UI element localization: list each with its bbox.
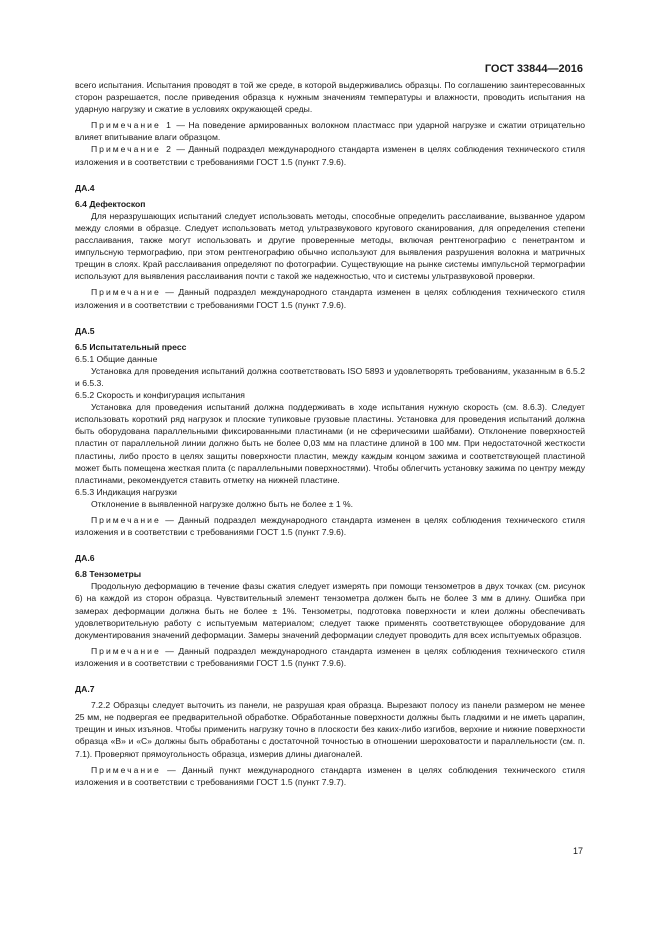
- section-title-6-8: 6.8 Тензометры: [75, 569, 142, 580]
- note-1: [75, 119, 585, 143]
- intro-paragraph: всего испытания. Испытания проводят в той же среде, в которой выдерживались образцы. По соглашению заинтересованных сторон разрешается, после приведения образца к нужным значениям температуры и влажности, проводить испытания на ударную нагрузку и сжатие в условиях окружающей среды.: [75, 80, 585, 115]
- section-title-6-5: 6.5 Испытательный пресс: [75, 341, 187, 352]
- heading-da7: ДА.7: [75, 684, 95, 695]
- heading-da6: ДА.6: [75, 553, 95, 564]
- note-text: — Данный пункт международного стандарта изменен в целях соблюдения технического стиля изложения и в соответствии с требованиями ГОСТ 1.5 (пункт 7.9.7).: [75, 764, 585, 787]
- document-body: [75, 79, 585, 788]
- note-text: — Данный подраздел международного стандарта изменен в целях соблюдения технического стиля изложения и в соответствии с требованиями ГОСТ 1.5 (пункт 7.9.6).: [75, 515, 585, 538]
- note-da5: [75, 514, 585, 538]
- note-label: Примечание: [91, 764, 161, 775]
- page-number: 17: [572, 846, 583, 856]
- note-label: Примечание: [91, 287, 161, 298]
- note-label: Примечание: [91, 645, 161, 656]
- note-da7: [75, 764, 585, 788]
- subsection-title-6-5-1: 6.5.1 Общие данные: [75, 353, 158, 364]
- note-text: — На поведение армированных волокном пластмасс при ударной нагрузке и сжатии отрицательно влияет впитывание влаги образцом.: [75, 120, 585, 143]
- subsection-title-6-5-2: 6.5.2 Скорость и конфигурация испытания: [75, 390, 245, 401]
- note-text: — Данный подраздел международного стандарта изменен в целях соблюдения технического стиля изложения и в соответствии с требованиями ГОСТ 1.5 (пункт 7.9.6).: [75, 144, 585, 167]
- note-label: Примечание: [91, 515, 161, 525]
- document-id: ГОСТ 33844—2016: [484, 63, 583, 75]
- heading-da4: ДА.4: [75, 182, 95, 193]
- section-body-6-8: Продольную деформацию в течение фазы сжатия следует измерять при помощи тензометров в двух точках (см. рисунок 6) на каждой из сторон образца. Чувствительный элемент тензометра должен быть не более 3 мм в длину. Ошибка при замерах деформации должна быть не более ± 1%. Тензометры, подготовка поверхности и клеи должны обеспечивать удовлетворительную работу с испытуемым материалом; следует также применять соответствующее оборудование для документирования значений деформации. Замеры значений деформации следует проводить для всех испытуемых образцов.: [75, 581, 585, 640]
- note-label: Примечание 1: [91, 120, 173, 131]
- section-body-7-2-2: 7.2.2 Образцы следует выточить из панели, не разрушая края образца. Вырезают полосу из панели размером не менее 25 мм, не подвергая ее предварительной обработке. Обработанные поверхности должны быть гладкими и не иметь царапин, трещин и иных изъянов. Чтобы применить нагрузку точно в плоскости без каких-либо изгибов, верхние и нижние поверхности образца «В» и «С» должны быть обработаны с достаточной точностью в отношении шероховатости и параллельности (см. п. 7.1). Проверяют прямоугольность образца, измерив длины диагоналей.: [75, 700, 585, 759]
- note-text: — Данный подраздел международного стандарта изменен в целях соблюдения технического стиля изложения и в соответствии с требованиями ГОСТ 1.5 (пункт 7.9.6).: [75, 287, 585, 310]
- subsection-body-6-5-2: Установка для проведения испытаний должна поддерживать в ходе испытания нужную скорость (см. 8.6.3). Следует использовать короткий ряд нагрузок и плоские тупиковые грузовые пластины. Установка для проведения испытаний должна быть оборудована параллельными фиксированными пластинами (и не сферическими шайбами). Отклонение поверхностей пластин от параллельной линии должно быть не более 0,03 мм на пластине длиной в 100 мм. При недостаточной жесткости пластины, либо просто в целях защиты поверхности пластин, между каждым концом зажима и соответствующей пластиной может быть помещена жесткая плита (с параллельными поверхностями). Чтобы облегчить установку зажима по центру между пластинами, рекомендуется ставить отметку на нижней пластине.: [75, 402, 585, 485]
- note-text: — Данный подраздел международного стандарта изменен в целях соблюдения технического стиля изложения и в соответствии с требованиями ГОСТ 1.5 (пункт 7.9.6).: [75, 645, 585, 668]
- note-2: [75, 143, 585, 167]
- subsection-body-6-5-1: Установка для проведения испытаний должна соответствовать ISO 5893 и удовлетворять требованиям, указанным в 6.5.2 и 6.5.3.: [75, 365, 585, 388]
- heading-da5: ДА.5: [75, 325, 95, 336]
- note-da6: [75, 645, 585, 669]
- section-title-6-4: 6.4 Дефектоскоп: [75, 198, 146, 209]
- subsection-body-6-5-3: Отклонение в выявленной нагрузке должно быть не более ± 1 %.: [91, 498, 354, 509]
- note-da4: [75, 286, 585, 310]
- subsection-title-6-5-3: 6.5.3 Индикация нагрузки: [75, 486, 177, 497]
- note-label: Примечание 2: [91, 144, 173, 155]
- section-body-6-4: Для неразрушающих испытаний следует использовать методы, способные определить расслаивание, вызванное ударом между слоями в образце. Следует использовать метод ультразвукового кругового сканирования, для определения степени расслаивания, также могут использовать и другие проверенные методы, включая рентгенографию с пенетрантом и импульсную термографию, при этом рентгенографию обычно используют для выявления разрушения волокна и матричных трещин в слоях. Край расслаивания определяют по фотографии. Существующие на рынке системы импульсной термографии используют для выявления расслаивания почти с такой же надежностью, что и системы ультразвуковой проверки.: [75, 210, 585, 282]
